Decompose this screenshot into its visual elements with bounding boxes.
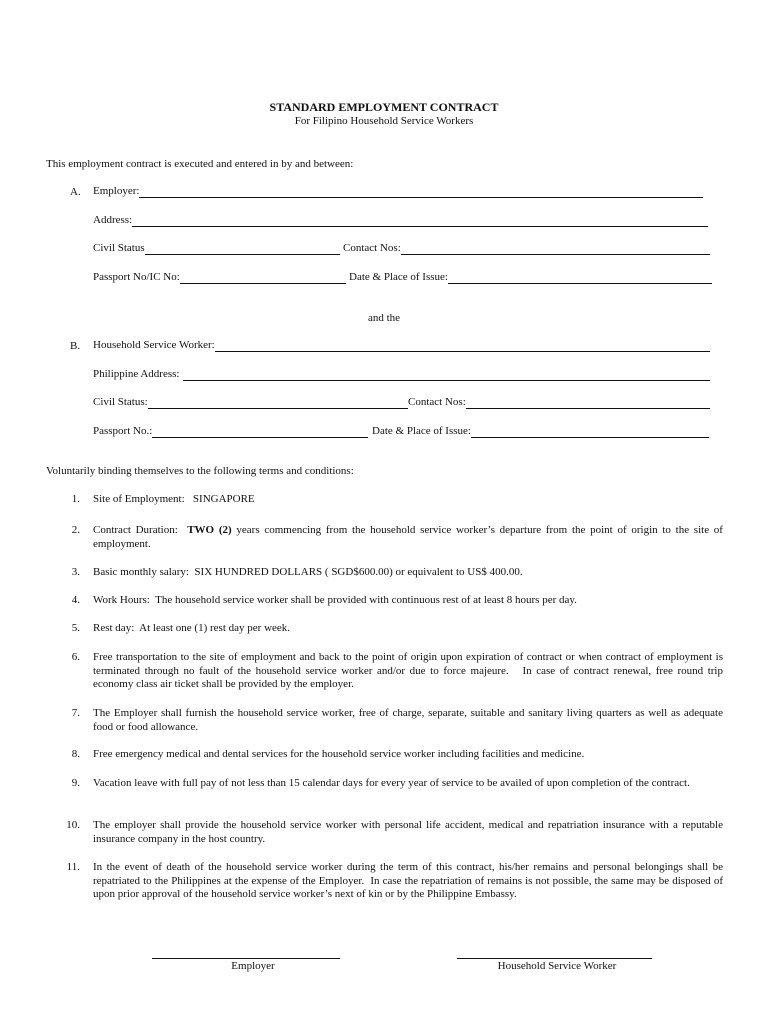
address-field (93, 213, 708, 227)
term-number: 2. (71, 524, 80, 536)
term-item-9: Vacation leave with full pay of not less than 15 calendar days for every year of service to be availed of upon completion of the contract. (93, 777, 690, 789)
worker-signature-line[interactable] (457, 958, 652, 959)
contact-a-blank-line[interactable] (401, 243, 710, 255)
term-item-7: The Employer shall furnish the household service worker, free of charge, separate, suitable and sanitary living quarters as well as adequate food or food allowance. (93, 707, 723, 733)
party-a-marker: A. (70, 186, 81, 198)
worker-field (93, 338, 710, 352)
employer-field (93, 184, 703, 198)
term-number: 3. (71, 566, 80, 578)
term-number: 11. (66, 861, 80, 873)
employer-signature-label: Employer (231, 960, 275, 972)
employer-label: Employer: (93, 185, 140, 197)
term-number: 5. (71, 622, 80, 634)
contact-b-label: Contact Nos: (408, 396, 466, 408)
terms-intro-text: Voluntarily binding themselves to the following terms and conditions: (46, 465, 354, 477)
passport-b-field (93, 424, 368, 438)
address-label: Address: (93, 214, 133, 226)
party-b-marker: B. (70, 340, 81, 352)
employer-blank-line[interactable] (139, 186, 703, 198)
contact-b-field (408, 395, 710, 409)
passport-b-label: Passport No.: (93, 425, 153, 437)
term-text: years commencing from the household service worker’s departure from the point of origin to the site of employment. (93, 524, 723, 550)
term-item-3: Basic monthly salary: SIX HUNDRED DOLLARS ( SGD$600.00) or equivalent to US$ 400.00. (93, 566, 523, 578)
civil-status-b-label: Civil Status: (93, 396, 148, 408)
contact-a-label: Contact Nos: (343, 242, 401, 254)
term-item-8: Free emergency medical and dental services for the household service worker including facilities and medicine. (93, 748, 585, 760)
passport-a-label: Passport No/IC No: (93, 271, 180, 283)
issue-b-blank-line[interactable] (471, 426, 709, 438)
term-number: 9. (71, 777, 80, 789)
term-label: Contract Duration: (93, 524, 188, 536)
document-subtitle: For Filipino Household Service Workers (294, 115, 474, 127)
term-text: SINGAPORE (192, 493, 255, 505)
term-number: 7. (71, 707, 80, 719)
issue-b-label: Date & Place of Issue: (372, 425, 471, 437)
ph-address-blank-line[interactable] (183, 369, 710, 381)
worker-signature-label: Household Service Worker (497, 960, 617, 972)
term-item-6: Free transportation to the site of employment and back to the point of origin upon expiration of contract or when contract of employment is terminated through no fault of the household service worker and/or due to force majeure. In case of contract renewal, free round trip economy class air ticket shall be provided by the employer. (93, 651, 723, 690)
ph-address-label: Philippine Address: (93, 368, 180, 380)
document-title: STANDARD EMPLOYMENT CONTRACT (269, 100, 499, 114)
term-item-2 (93, 524, 723, 551)
worker-blank-line[interactable] (215, 340, 710, 352)
term-number: 6. (71, 651, 80, 663)
issue-a-label: Date & Place of Issue: (349, 271, 448, 283)
contact-b-blank-line[interactable] (466, 397, 710, 409)
intro-text: This employment contract is executed and entered in by and between: (46, 158, 354, 170)
civil-status-a-label: Civil Status (93, 242, 145, 254)
term-label: Site of Employment: (93, 493, 193, 505)
civil-status-b-field (93, 395, 408, 409)
civil-status-b-blank-line[interactable] (148, 397, 408, 409)
term-item-10: The employer shall provide the household service worker with personal life accident, medical and repatriation insurance with a reputable insurance company in the host country. (93, 819, 723, 845)
and-the-text: and the (367, 312, 401, 324)
term-item-4: Work Hours: The household service worker shall be provided with continuous rest of at least 8 hours per day. (93, 594, 577, 606)
ph-address-field (93, 367, 710, 381)
issue-a-field (349, 270, 712, 284)
passport-a-blank-line[interactable] (180, 272, 346, 284)
passport-a-field (93, 270, 346, 284)
term-item-1 (93, 493, 723, 507)
term-item-11: In the event of death of the household service worker during the term of this contract, his/her remains and personal belongings shall be repatriated to the Philippines at the expense of the Employer. In case the repatriation of remains is not possible, the same may be disposed of upon prior approval of the household service worker’s next of kin or by the Philippine Embassy. (93, 861, 723, 900)
address-blank-line[interactable] (132, 215, 708, 227)
passport-b-blank-line[interactable] (152, 426, 368, 438)
term-item-5: Rest day: At least one (1) rest day per week. (93, 622, 291, 634)
issue-a-blank-line[interactable] (448, 272, 712, 284)
employer-signature-line[interactable] (152, 958, 340, 959)
term-bold-value: TWO (2) (187, 524, 232, 536)
term-number: 1. (71, 493, 80, 505)
term-number: 4. (71, 594, 80, 606)
issue-b-field (372, 424, 709, 438)
term-number: 8. (71, 748, 80, 760)
civil-status-a-field (93, 241, 340, 255)
term-number: 10. (66, 819, 80, 831)
contact-a-field (343, 241, 710, 255)
worker-label: Household Service Worker: (93, 339, 215, 351)
civil-status-a-blank-line[interactable] (145, 243, 340, 255)
